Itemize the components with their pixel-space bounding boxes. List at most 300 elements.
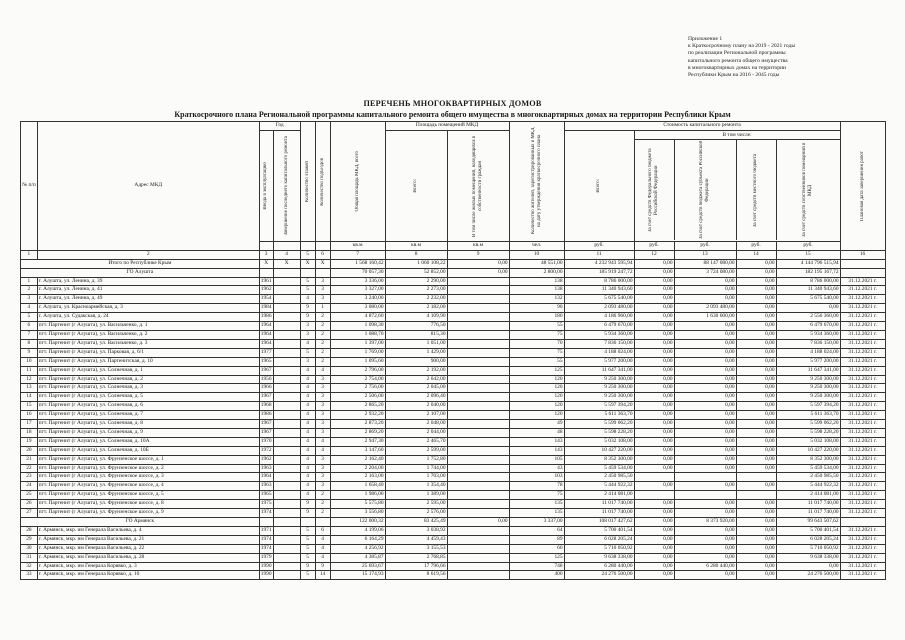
document-subtitle: Краткосрочного плана Региональной программы капитального ремонта общего имущества в многоквартирных домах на территории Республики Крым: [174, 110, 731, 119]
table-cell: [273, 491, 300, 500]
address-cell: пгт. Партенит (г Алушта), ул. Солнечная, д. 7: [37, 411, 259, 420]
table-cell: 1963: [259, 464, 273, 473]
table-cell: 1970: [259, 437, 273, 446]
table-cell: 5 700 401,54: [564, 526, 634, 535]
table-cell: 900,00: [385, 357, 447, 366]
table-row: [21, 313, 886, 322]
column-number-cell: 1: [21, 250, 38, 259]
address-cell: пгт. Партенит (г Алушта), ул. Фрунзенское шоссе, д. 8: [37, 500, 259, 509]
summary-cell: [259, 518, 273, 527]
table-cell: 3: [315, 455, 330, 464]
header-year-built: Ввода в эксплуатацию: [263, 162, 269, 210]
table-cell: 5 675 540,00: [564, 295, 634, 304]
table-cell: 25: [21, 491, 38, 500]
table-cell: [273, 304, 300, 313]
address-cell: пгт. Партенит (г Алушта), ул. Фрунзенское шоссе, д. 5: [37, 491, 259, 500]
table-cell: 1963: [259, 482, 273, 491]
table-cell: 3 155,53: [385, 544, 447, 553]
table-cell: 2 182,00: [385, 304, 447, 313]
table-cell: [447, 482, 509, 491]
summary-value: 0,00: [447, 259, 509, 268]
summary-value: 185 919 247,72: [564, 268, 634, 277]
table-cell: 1974: [259, 544, 273, 553]
mkd-table: [20, 121, 886, 580]
table-cell: 31.12.2021 г.: [840, 526, 885, 535]
table-cell: 4 385,87: [330, 553, 385, 562]
table-cell: 9 250 300,00: [776, 384, 840, 393]
summary-cell: [259, 268, 273, 277]
summary-cell: X: [315, 259, 330, 268]
table-cell: [273, 393, 300, 402]
table-cell: 0,00: [674, 446, 736, 455]
appendix-line: в многоквартирных домах на территории: [688, 64, 787, 71]
table-cell: 138: [509, 277, 564, 286]
table-cell: 8 786 000,00: [564, 277, 634, 286]
table-cell: 4: [300, 437, 315, 446]
table-cell: 4: [315, 544, 330, 553]
address-cell: пгт. Партенит (г Алушта), ул. Солнечная, д. 9: [37, 428, 259, 437]
table-cell: [273, 553, 300, 562]
table-cell: 2 796,00: [330, 366, 385, 375]
table-cell: 3 240,00: [330, 295, 385, 304]
table-cell: 2 045,00: [385, 384, 447, 393]
table-cell: 3 147,60: [330, 446, 385, 455]
table-cell: 31.12.2021 г.: [840, 375, 885, 384]
column-number-cell: 16: [840, 250, 885, 259]
table-cell: 815,30: [385, 330, 447, 339]
column-number-cell: 12: [634, 250, 674, 259]
table-cell: 3: [315, 295, 330, 304]
table-cell: 0,00: [674, 553, 736, 562]
table-cell: 1 095,60: [330, 357, 385, 366]
table-row: [21, 322, 886, 331]
table-cell: 31.12.2021 г.: [840, 411, 885, 420]
address-cell: пгт. Партенит (г Алушта), ул. Солнечная, д. 5: [37, 393, 259, 402]
table-cell: [447, 375, 509, 384]
table-cell: 5: [300, 544, 315, 553]
table-cell: 0,00: [736, 330, 776, 339]
table-cell: 12: [21, 375, 38, 384]
table-cell: 0,00: [736, 455, 776, 464]
table-cell: 4: [300, 491, 315, 500]
units-cell-empty: [259, 241, 273, 250]
table-cell: 3: [315, 277, 330, 286]
table-cell: 0,00: [674, 571, 736, 580]
table-cell: 2 932,20: [330, 411, 385, 420]
table-cell: 2 556 360,00: [776, 313, 840, 322]
summary-row: [21, 518, 886, 527]
table-cell: 4: [21, 304, 38, 313]
table-cell: [447, 384, 509, 393]
table-cell: 9 250 300,00: [564, 375, 634, 384]
address-cell: г. Алушта, ул. Ленина, д. 41: [37, 286, 259, 295]
table-cell: 5: [300, 526, 315, 535]
table-cell: [447, 526, 509, 535]
column-number-cell: 15: [776, 250, 840, 259]
table-row: [21, 491, 886, 500]
table-cell: 1977: [259, 348, 273, 357]
table-cell: 14: [315, 571, 330, 580]
table-cell: 0,00: [736, 357, 776, 366]
table-cell: 0,00: [634, 544, 674, 553]
table-cell: 3: [315, 411, 330, 420]
summary-cell: X: [259, 259, 273, 268]
table-cell: 4: [300, 482, 315, 491]
table-cell: 0,00: [736, 420, 776, 429]
table-cell: 3: [315, 286, 330, 295]
summary-value: 52 852,00: [385, 268, 447, 277]
table-cell: 31.12.2021 г.: [840, 322, 885, 331]
table-cell: [447, 455, 509, 464]
table-cell: 17 796,66: [385, 562, 447, 571]
table-cell: 1 397,00: [330, 339, 385, 348]
table-cell: [447, 446, 509, 455]
table-cell: [273, 348, 300, 357]
table-cell: 0,00: [674, 393, 736, 402]
column-number-cell: 4: [273, 250, 300, 259]
table-cell: 9: [300, 313, 315, 322]
summary-value: 122 000,32: [330, 518, 385, 527]
address-cell: пгт. Партенит (г Алушта), ул. Фрунзенское шоссе, д. 2: [37, 464, 259, 473]
table-cell: 7 836 150,00: [776, 339, 840, 348]
table-cell: 1966: [259, 384, 273, 393]
header-address: Адрес МКД: [37, 122, 259, 251]
table-cell: 1962: [259, 455, 273, 464]
table-cell: 1964: [259, 330, 273, 339]
table-cell: 2 192,00: [385, 366, 447, 375]
table-cell: 6 028 205,24: [564, 535, 634, 544]
table-cell: 4 188 024,00: [564, 348, 634, 357]
table-cell: 748: [509, 562, 564, 571]
address-cell: г. Алушта, ул. Ленина, д. 39: [37, 277, 259, 286]
appendix-line: капитального ремонта общего имущества: [688, 57, 788, 64]
table-cell: 14: [21, 393, 38, 402]
table-cell: 1956: [259, 375, 273, 384]
table-cell: 0,00: [736, 464, 776, 473]
summary-date: [840, 268, 885, 277]
address-cell: пгт. Партенит (г Алушта), ул. Васильченко, д. 2: [37, 330, 259, 339]
table-cell: 4 186 960,00: [564, 313, 634, 322]
table-cell: 2 947,30: [330, 437, 385, 446]
table-cell: [273, 339, 300, 348]
table-cell: 4: [300, 339, 315, 348]
table-cell: 31.12.2021 г.: [840, 562, 885, 571]
table-cell: [273, 286, 300, 295]
table-cell: 5: [300, 553, 315, 562]
table-cell: 5 032 108,00: [776, 437, 840, 446]
summary-cell: X: [300, 259, 315, 268]
table-cell: 5 444 922,32: [564, 482, 634, 491]
table-cell: 1 429,00: [385, 348, 447, 357]
table-cell: 33: [21, 571, 38, 580]
table-cell: [447, 348, 509, 357]
table-cell: 0,00: [674, 464, 736, 473]
table-cell: 89: [509, 535, 564, 544]
table-cell: [273, 375, 300, 384]
table-cell: 4 109,90: [385, 313, 447, 322]
header-residents: Количество жителей, зарегистрированных в МКД на дату утверждения краткосрочного плана: [530, 128, 542, 235]
table-cell: 4: [300, 428, 315, 437]
table-cell: 0,00: [736, 509, 776, 518]
table-cell: 4: [300, 446, 315, 455]
table-row: [21, 544, 886, 553]
table-cell: 2 204,00: [330, 464, 385, 473]
unit-cell: кв.м: [447, 241, 509, 250]
table-cell: [273, 411, 300, 420]
table-cell: 31.12.2021 г.: [840, 286, 885, 295]
table-cell: 26: [21, 500, 38, 509]
header-premises-total: Всего:: [413, 179, 419, 193]
table-cell: 2 768,85: [385, 553, 447, 562]
table-cell: 2 756,00: [330, 384, 385, 393]
table-cell: 7 836 150,00: [564, 339, 634, 348]
table-cell: 1 389,00: [385, 491, 447, 500]
table-cell: [447, 330, 509, 339]
table-cell: [447, 464, 509, 473]
table-cell: 0,00: [634, 509, 674, 518]
header-total-area: Общая площадь МКД, всего: [354, 151, 360, 212]
units-cell-empty: [300, 241, 315, 250]
table-cell: 0,00: [736, 348, 776, 357]
table-cell: [273, 428, 300, 437]
table-cell: 2 162,40: [330, 455, 385, 464]
table-cell: 0,00: [634, 553, 674, 562]
table-cell: 1964: [259, 473, 273, 482]
summary-value: 0,00: [447, 268, 509, 277]
table-cell: 3: [315, 428, 330, 437]
table-cell: 31.12.2021 г.: [840, 402, 885, 411]
table-cell: 1968: [259, 402, 273, 411]
table-cell: [273, 571, 300, 580]
table-row: [21, 509, 886, 518]
table-row: [21, 473, 886, 482]
table-cell: 0,00: [634, 357, 674, 366]
table-cell: 1 354,40: [385, 482, 447, 491]
summary-cell: [300, 268, 315, 277]
table-cell: 0,00: [736, 339, 776, 348]
table-cell: 0,00: [736, 482, 776, 491]
column-number-cell: 2: [37, 250, 259, 259]
header-cost-federal: За счет средств Федерального бюджета Российской Федерации: [648, 148, 660, 233]
column-number-cell: 5: [300, 250, 315, 259]
table-cell: 0,00: [736, 286, 776, 295]
summary-value: 48 551,00: [509, 259, 564, 268]
table-cell: 1974: [259, 509, 273, 518]
table-cell: 31.12.2021 г.: [840, 330, 885, 339]
table-cell: 0,00: [674, 357, 736, 366]
table-cell: 1974: [259, 535, 273, 544]
table-body: [21, 259, 886, 580]
table-cell: 55: [509, 322, 564, 331]
summary-label: ГО Армянск: [21, 518, 260, 527]
table-cell: 31.12.2021 г.: [840, 366, 885, 375]
column-number-cell: 10: [509, 250, 564, 259]
table-cell: 31.12.2021 г.: [840, 482, 885, 491]
table-cell: [273, 330, 300, 339]
table-cell: 31.12.2021 г.: [840, 455, 885, 464]
table-cell: 135: [509, 500, 564, 509]
table-cell: 5: [300, 277, 315, 286]
table-cell: 2 754,00: [330, 375, 385, 384]
header-num: № п/п: [21, 122, 38, 251]
column-number-cell: 13: [674, 250, 736, 259]
address-cell: пгт. Партенит (г Алушта), ул. Фрунзенское шоссе, д. 9: [37, 509, 259, 518]
table-cell: 31.12.2021 г.: [840, 357, 885, 366]
table-cell: 90: [509, 304, 564, 313]
address-cell: пгт. Партенит (г Алушта), ул. Фрунзенское шоссе, д. 3: [37, 473, 259, 482]
table-cell: 31.12.2021 г.: [840, 437, 885, 446]
address-cell: г. Армянск, мкр. им Генерала Васильева, д. 21: [37, 535, 259, 544]
table-cell: 70: [509, 339, 564, 348]
table-cell: 3: [315, 375, 330, 384]
summary-value: 182 195 167,72: [776, 268, 840, 277]
table-cell: [447, 500, 509, 509]
table-cell: [634, 473, 674, 482]
table-cell: 3: [315, 402, 330, 411]
table-cell: 9: [300, 509, 315, 518]
table-cell: 0,00: [736, 402, 776, 411]
table-cell: 31.12.2021 г.: [840, 544, 885, 553]
table-cell: 5 459 534,00: [564, 464, 634, 473]
table-row: [21, 535, 886, 544]
table-cell: 1962: [259, 286, 273, 295]
table-cell: 2 290,00: [385, 277, 447, 286]
table-cell: 0,00: [674, 348, 736, 357]
table-cell: 0,00: [634, 526, 674, 535]
address-cell: пгт. Партенит (г Алушта), ул. Фрунзенское шоссе, д. 1: [37, 455, 259, 464]
table-cell: 1954: [259, 295, 273, 304]
table-cell: 3: [300, 330, 315, 339]
table-cell: 0,00: [674, 428, 736, 437]
summary-cell: [273, 518, 300, 527]
summary-value: 0,00: [736, 518, 776, 527]
header-entrances: Количество подъездов: [319, 157, 325, 206]
table-cell: 3 336,00: [330, 277, 385, 286]
table-cell: 1 752,80: [385, 455, 447, 464]
table-cell: 9: [300, 304, 315, 313]
table-cell: [674, 473, 736, 482]
table-cell: 49: [509, 420, 564, 429]
table-cell: [447, 420, 509, 429]
table-cell: 3: [315, 482, 330, 491]
header-cost: Стоимость капитального ремонта: [564, 122, 840, 131]
table-cell: 1990: [259, 562, 273, 571]
table-cell: 0,00: [736, 295, 776, 304]
table-cell: 8 786 000,00: [776, 277, 840, 286]
table-cell: 10: [21, 357, 38, 366]
table-cell: 5 977 200,00: [776, 357, 840, 366]
summary-row: [21, 259, 886, 268]
table-cell: [447, 428, 509, 437]
table-cell: 1971: [259, 526, 273, 535]
address-cell: пгт. Партенит (г Алушта), ул. Солнечная, д. 8: [37, 420, 259, 429]
table-cell: 120: [509, 393, 564, 402]
table-cell: 11 647 341,00: [776, 366, 840, 375]
header-cost-owners: За счет средств собственников помещений в МКД: [802, 143, 814, 238]
table-row: [21, 500, 886, 509]
table-cell: 1975: [259, 500, 273, 509]
table-cell: [273, 544, 300, 553]
table-cell: [273, 295, 300, 304]
table-cell: [447, 544, 509, 553]
table-cell: 2 040,00: [385, 402, 447, 411]
address-cell: г. Армянск, мкр. им Генерала Васильева, д. 28: [37, 553, 259, 562]
table-cell: [447, 535, 509, 544]
table-cell: 11 340 943,60: [564, 286, 634, 295]
table-cell: 11 017 740,00: [564, 500, 634, 509]
table-cell: 5 598 228,20: [564, 428, 634, 437]
summary-value: 70 057,30: [330, 268, 385, 277]
table-cell: 0,00: [674, 420, 736, 429]
header-year-last-repair: Завершение последнего капитального ремонта: [283, 136, 289, 236]
table-cell: 6 164,29: [330, 535, 385, 544]
table-cell: 24: [21, 482, 38, 491]
header-floors: Количество этажей: [304, 160, 310, 202]
table-cell: 1986: [259, 313, 273, 322]
table-cell: 48: [509, 428, 564, 437]
table-cell: 31.12.2021 г.: [840, 348, 885, 357]
table-cell: 11 340 943,60: [776, 286, 840, 295]
table-cell: 0,00: [634, 348, 674, 357]
table-cell: [273, 437, 300, 446]
table-cell: [447, 509, 509, 518]
appendix-line: к Краткосрочному плану на 2019 - 2021 годы: [688, 43, 796, 50]
table-cell: 2: [315, 348, 330, 357]
table-cell: 31.12.2021 г.: [840, 446, 885, 455]
table-cell: 0,00: [736, 553, 776, 562]
table-cell: 8 352 300,00: [776, 455, 840, 464]
table-cell: 2 163,00: [330, 473, 385, 482]
units-cell-empty: [315, 241, 330, 250]
table-cell: 1967: [259, 420, 273, 429]
table-cell: 17: [21, 420, 38, 429]
table-row: [21, 526, 886, 535]
table-cell: 11 017 740,00: [776, 509, 840, 518]
table-cell: 5 700 401,54: [776, 526, 840, 535]
table-cell: 776,50: [385, 322, 447, 331]
table-cell: [273, 473, 300, 482]
table-cell: 2 093 480,00: [564, 304, 634, 313]
table-cell: 1984: [259, 304, 273, 313]
table-cell: 31.12.2021 г.: [840, 473, 885, 482]
unit-cell: руб.: [564, 241, 634, 250]
table-cell: 2 096,40: [385, 393, 447, 402]
table-cell: 0,00: [674, 482, 736, 491]
table-cell: 0,00: [634, 295, 674, 304]
table-cell: 0,00: [634, 500, 674, 509]
table-row: [21, 286, 886, 295]
table-cell: 75: [509, 348, 564, 357]
summary-value: 0,00: [634, 268, 674, 277]
table-cell: 0,00: [634, 402, 674, 411]
address-cell: пгт. Партенит (г Алушта), ул. Партенитская, д. 10: [37, 357, 259, 366]
table-row: [21, 437, 886, 446]
table-cell: 0,00: [736, 277, 776, 286]
table-cell: 0,00: [634, 366, 674, 375]
table-cell: 103: [509, 473, 564, 482]
table-cell: 20: [21, 446, 38, 455]
table-cell: 28: [21, 526, 38, 535]
table-cell: 31.12.2021 г.: [840, 491, 885, 500]
table-cell: 0,00: [634, 330, 674, 339]
table-row: [21, 339, 886, 348]
table-cell: 4 256,92: [330, 544, 385, 553]
table-cell: 400: [509, 571, 564, 580]
table-cell: 2 042,00: [385, 375, 447, 384]
table-cell: 0,00: [736, 562, 776, 571]
table-cell: 4: [300, 366, 315, 375]
table-cell: 1: [315, 304, 330, 313]
